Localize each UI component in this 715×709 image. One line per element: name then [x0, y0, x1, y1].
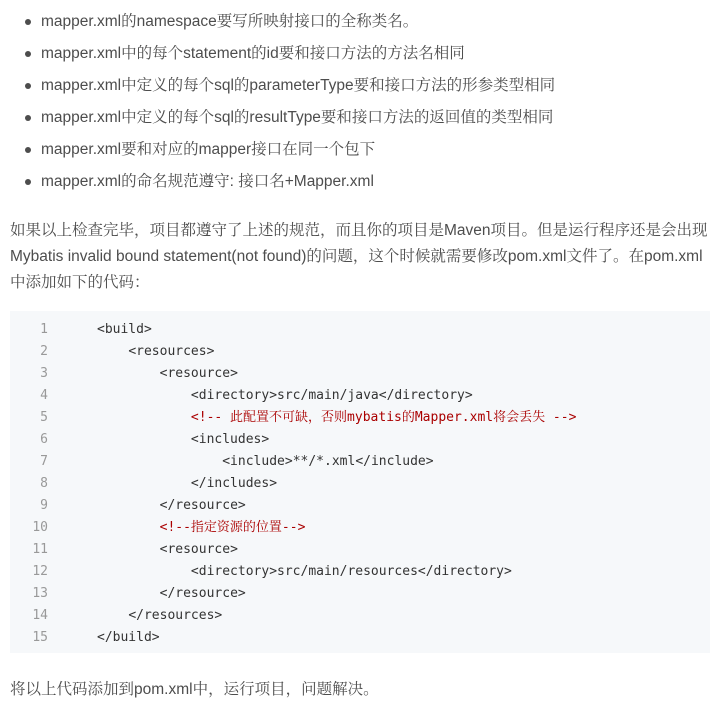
code-text	[97, 605, 222, 627]
code-text	[97, 539, 238, 561]
list-item-text: mapper.xml的命名规范遵守: 接口名+Mapper.xml	[41, 173, 374, 190]
list-item-text: mapper.xml中定义的每个sql的parameterType要和接口方法的形参类型相同	[41, 77, 556, 94]
list-item	[0, 70, 715, 102]
bullet-dot	[25, 51, 31, 57]
bullet-dot	[25, 115, 31, 121]
code-line	[10, 451, 710, 473]
code-text	[97, 495, 246, 517]
line-number: 14	[32, 608, 48, 623]
code-line	[10, 583, 710, 605]
xml-tag: </resource>	[159, 586, 246, 601]
checklist	[0, 6, 715, 198]
line-number: 2	[40, 344, 48, 359]
code-line	[10, 517, 710, 539]
list-item	[0, 166, 715, 198]
bullet-dot	[25, 147, 31, 153]
code-text	[97, 429, 269, 451]
code-text: <directory>src/main/resources</directory>	[190, 564, 512, 579]
code-line	[10, 319, 710, 341]
xml-tag: </includes>	[190, 476, 278, 491]
line-number: 10	[32, 520, 48, 535]
line-number: 1	[40, 322, 48, 337]
code-block	[10, 311, 710, 653]
code-line	[10, 341, 710, 363]
list-item-text: mapper.xml的namespace要写所映射接口的全称类名。	[41, 13, 419, 30]
code-text	[97, 363, 238, 385]
code-text	[97, 583, 246, 605]
xml-tag: <build>	[97, 322, 152, 337]
xml-tag: <resource>	[159, 366, 238, 381]
xml-tag: </resource>	[159, 498, 246, 513]
line-number: 3	[40, 366, 48, 381]
line-number: 9	[40, 498, 48, 513]
xml-tag: <include>	[222, 454, 293, 469]
xml-tag: </directory>	[417, 564, 512, 579]
line-number: 7	[40, 454, 48, 469]
xml-tag: <includes>	[190, 432, 270, 447]
code-line	[10, 627, 710, 649]
xml-tag: <resources>	[128, 344, 215, 359]
xml-tag: <directory>	[190, 564, 278, 579]
list-item-text: mapper.xml中定义的每个sql的resultType要和接口方法的返回值的类型相同	[41, 109, 554, 126]
xml-tag: <resource>	[159, 542, 238, 557]
list-item	[0, 134, 715, 166]
code-text: <directory>src/main/java</directory>	[190, 388, 473, 403]
code-text	[97, 407, 576, 429]
line-number: 5	[40, 410, 48, 425]
line-number: 13	[32, 586, 48, 601]
xml-tag: </include>	[355, 454, 434, 469]
line-number: 11	[32, 542, 48, 557]
line-number: 8	[40, 476, 48, 491]
conclusion-text: 将以上代码添加到pom.xml中，运行项目，问题解决。	[10, 681, 379, 698]
code-text	[97, 517, 305, 539]
list-item	[0, 102, 715, 134]
xml-tag: </build>	[97, 630, 160, 645]
bullet-dot	[25, 19, 31, 25]
xml-comment: <!-- 此配置不可缺，否则mybatis的Mapper.xml将会丢失 -->	[190, 410, 577, 425]
line-number: 6	[40, 432, 48, 447]
code-line	[10, 539, 710, 561]
xml-tag: <directory>	[190, 388, 278, 403]
code-line	[10, 385, 710, 407]
code-line	[10, 495, 710, 517]
line-number: 4	[40, 388, 48, 403]
line-number: 12	[32, 564, 48, 579]
xml-tag: </resources>	[128, 608, 223, 623]
list-item-text: mapper.xml中的每个statement的id要和接口方法的方法名相同	[41, 45, 465, 62]
code-line	[10, 407, 710, 429]
code-line	[10, 473, 710, 495]
bullet-dot	[25, 179, 31, 185]
code-text	[97, 627, 160, 649]
list-item	[0, 38, 715, 70]
explanation-paragraph: 如果以上检查完毕，项目都遵守了上述的规范，而且你的项目是Maven项目。但是运行程序还是会出现Mybatis invalid bound statement(not found)的问题，这个时候就需要修改pom.xml文件了。在pom.xml中添加如下的代码：	[10, 222, 708, 291]
code-line	[10, 605, 710, 627]
list-item	[0, 6, 715, 38]
xml-comment: <!--指定资源的位置-->	[159, 520, 306, 535]
xml-tag: </directory>	[378, 388, 473, 403]
code-text: <include>**/*.xml</include>	[222, 454, 434, 469]
code-line	[10, 363, 710, 385]
code-text	[97, 473, 277, 495]
code-line	[10, 429, 710, 451]
line-number: 15	[32, 630, 48, 645]
list-item-text: mapper.xml要和对应的mapper接口在同一个包下	[41, 141, 376, 158]
bullet-dot	[25, 83, 31, 89]
code-line	[10, 561, 710, 583]
code-text	[97, 319, 152, 341]
code-text	[97, 341, 214, 363]
